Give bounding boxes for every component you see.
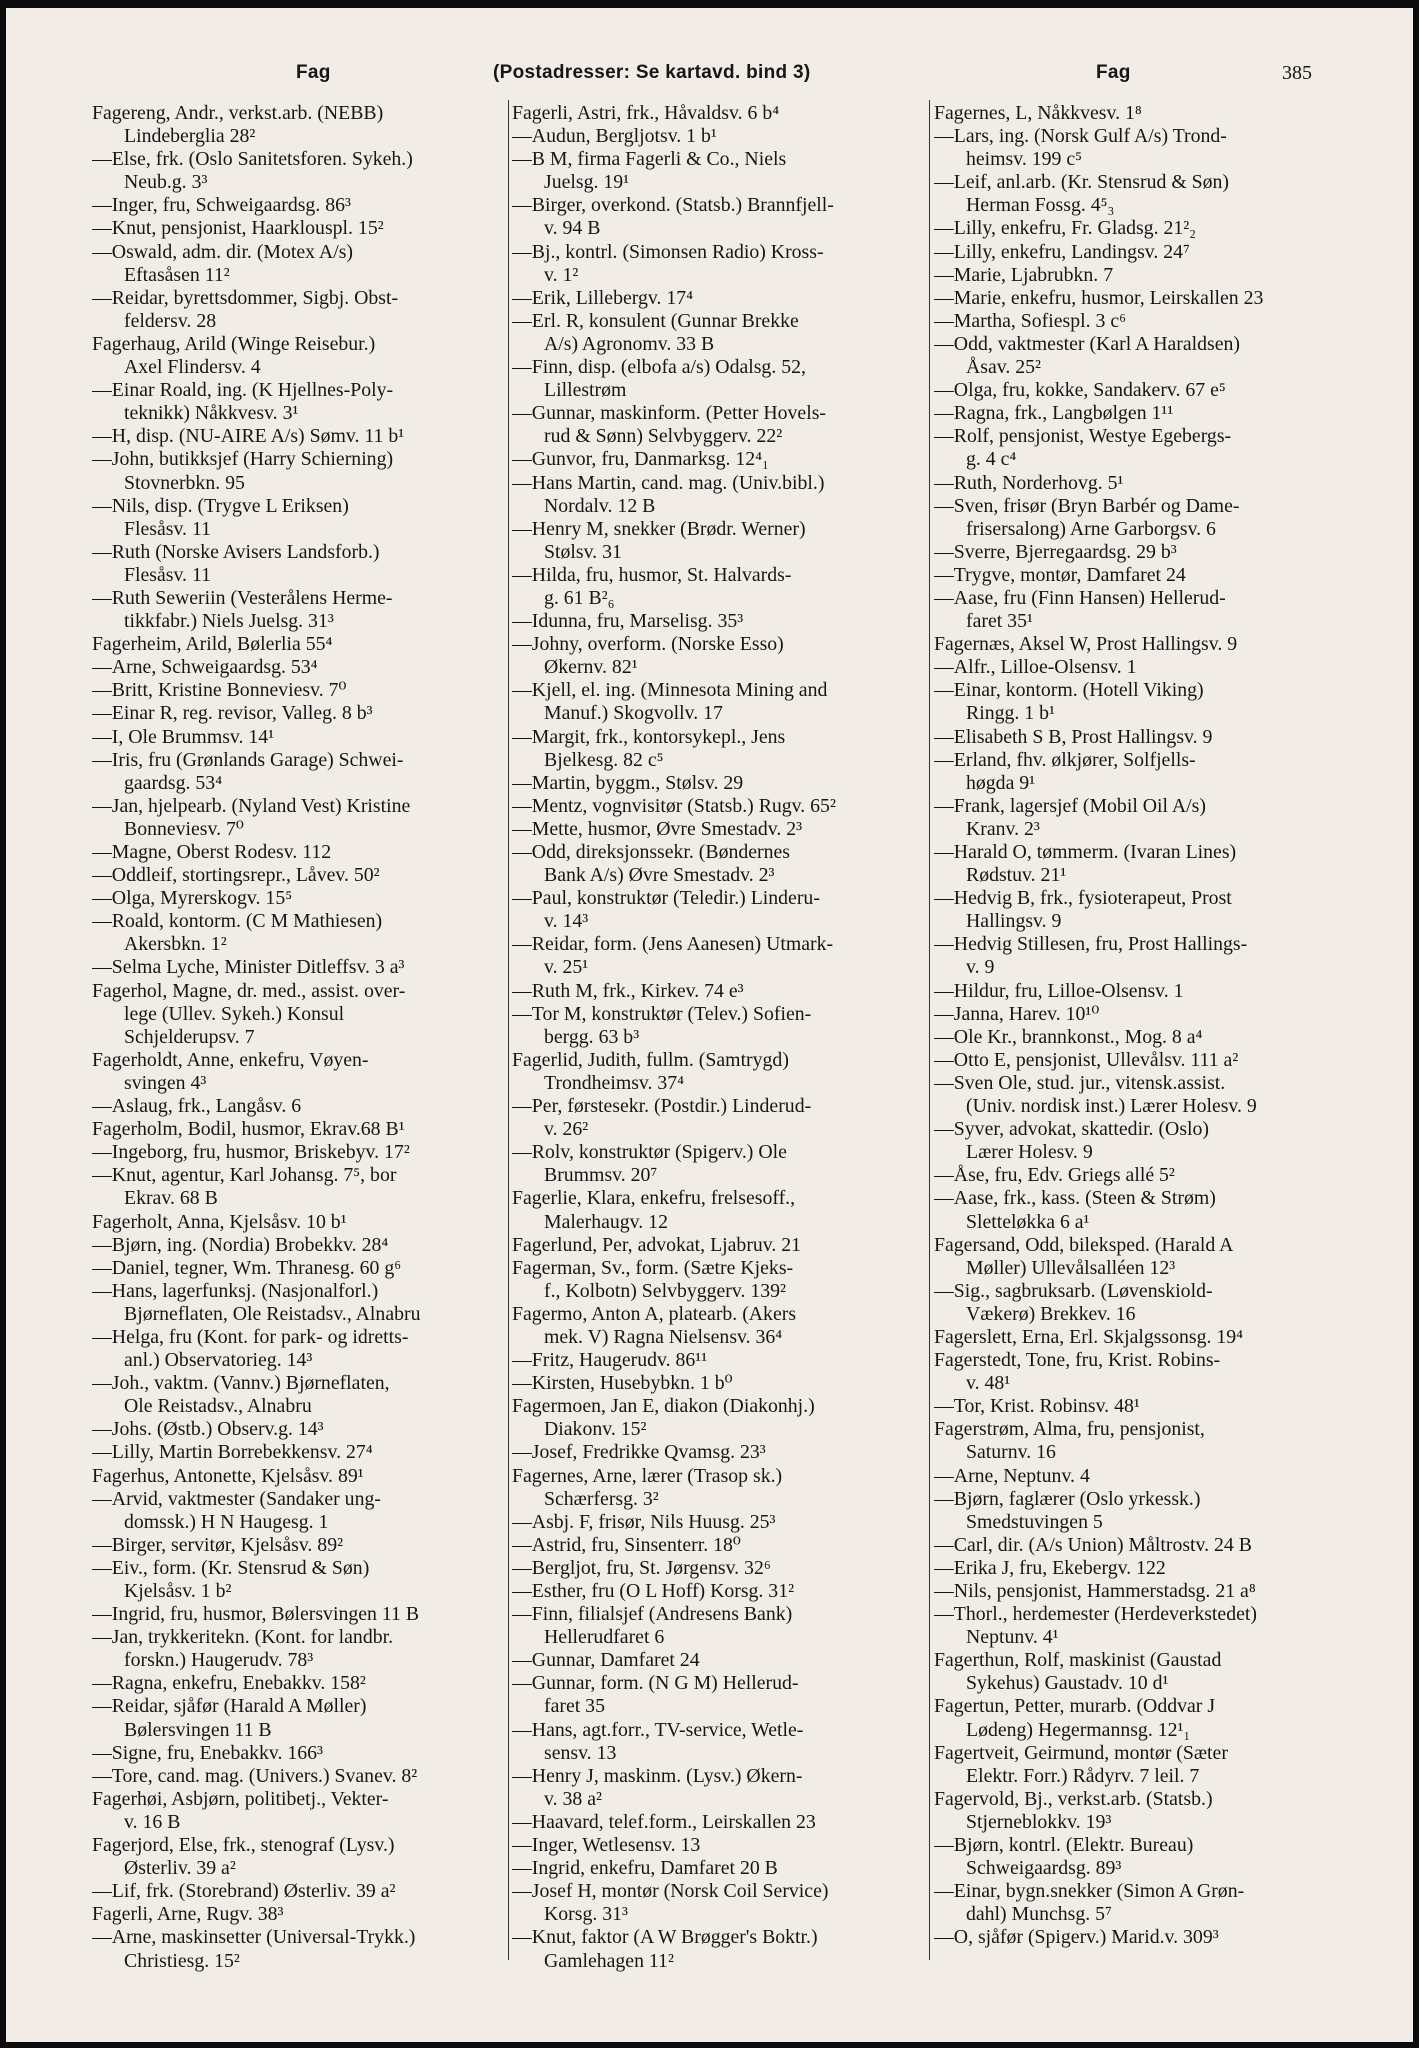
directory-line: Fagerholt, Anna, Kjelsåsv. 10 b¹ [92, 1210, 347, 1233]
directory-line: høgda 9¹ [966, 771, 1036, 794]
directory-line: Diakonv. 15² [544, 1418, 647, 1441]
directory-line: —Kjell, el. ing. (Minnesota Mining and [512, 679, 828, 702]
directory-line: Herman Fossg. 4⁵₃ [966, 194, 1115, 217]
directory-line: Fagerlie, Klara, enkefru, frelsesoff., [512, 1187, 796, 1210]
directory-line: —Olga, Myrerskogv. 15⁵ [92, 887, 293, 910]
directory-line: (Univ. nordisk inst.) Lærer Holesv. 9 [966, 1095, 1257, 1118]
directory-line: Fagerjord, Else, frk., stenograf (Lysv.) [92, 1834, 395, 1857]
directory-line: Østerliv. 39 a² [124, 1857, 236, 1880]
directory-line: —Ragna, frk., Langbølgen 1¹¹ [934, 402, 1174, 425]
directory-line: domssk.) H N Haugesg. 1 [124, 1510, 329, 1533]
directory-line: —Britt, Kristine Bonneviesv. 7⁰ [92, 679, 347, 702]
directory-line: Fagerholm, Bodil, husmor, Ekrav.68 B¹ [92, 1118, 405, 1141]
directory-column-2 [512, 102, 926, 1973]
directory-line: —Erl. R, konsulent (Gunnar Brekke [512, 309, 799, 332]
directory-line: —Asbj. F, frisør, Nils Huusg. 25³ [512, 1510, 776, 1533]
directory-line: —Birger, servitør, Kjelsåsv. 89² [92, 1533, 344, 1556]
directory-line: —Knut, pensjonist, Haarklouspl. 15² [92, 217, 384, 240]
directory-line: —Syver, advokat, skattedir. (Oslo) [934, 1118, 1209, 1141]
directory-line: v. 9 [966, 956, 995, 979]
directory-line: —Lilly, enkefru, Fr. Gladsg. 21²₂ [934, 217, 1197, 240]
directory-line: —Reidar, form. (Jens Aanesen) Utmark- [512, 933, 834, 956]
directory-line: Fagernæs, Aksel W, Prost Hallingsv. 9 [934, 633, 1238, 656]
directory-line: —Aase, frk., kass. (Steen & Strøm) [934, 1187, 1216, 1210]
directory-line: Fagerhus, Antonette, Kjelsåsv. 89¹ [92, 1464, 364, 1487]
directory-line: —Hilda, fru, husmor, St. Halvards- [512, 563, 792, 586]
directory-line: Bjørneflaten, Ole Reistadsv., Alnabru [124, 1302, 421, 1325]
directory-column-3 [934, 102, 1348, 1950]
directory-line: Lindeberglia 28² [124, 125, 256, 148]
directory-line: —Signe, fru, Enebakkv. 166³ [92, 1741, 323, 1764]
directory-line: Fagerstedt, Tone, fru, Krist. Robins- [934, 1349, 1221, 1372]
directory-line: —Tore, cand. mag. (Univers.) Svanev. 8² [92, 1764, 418, 1787]
directory-line: —Alfr., Lilloe-Olsensv. 1 [934, 656, 1137, 679]
directory-line: Fagereng, Andr., verkst.arb. (NEBB) [92, 102, 384, 124]
directory-line: —Lif, frk. (Storebrand) Østerliv. 39 a² [92, 1880, 396, 1903]
directory-line: Fagermoen, Jan E, diakon (Diakonhj.) [512, 1395, 815, 1418]
directory-line: —Sverre, Bjerregaardsg. 29 b³ [934, 540, 1177, 563]
directory-line: —Lilly, Martin Borrebekkensv. 27⁴ [92, 1441, 373, 1464]
directory-line: —Arne, maskinsetter (Universal-Trykk.) [92, 1926, 416, 1949]
directory-line: Hellerudfaret 6 [544, 1626, 665, 1649]
directory-line: Fagerhaug, Arild (Winge Reisebur.) [92, 332, 376, 355]
directory-line: —Elisabeth S B, Prost Hallingsv. 9 [934, 725, 1213, 748]
directory-line: dahl) Munchsg. 5⁷ [966, 1903, 1112, 1926]
directory-line: lege (Ullev. Sykeh.) Konsul [124, 1002, 345, 1025]
directory-line: —Nils, pensjonist, Hammerstadsg. 21 a⁸ [934, 1580, 1256, 1602]
directory-line: —Sven Ole, stud. jur., vitensk.assist. [934, 1071, 1226, 1094]
directory-line: Brummsv. 20⁷ [544, 1164, 658, 1187]
directory-line: —Knut, agentur, Karl Johansg. 7⁵, bor [92, 1164, 397, 1187]
directory-line: —Else, frk. (Oslo Sanitetsforen. Sykeh.) [92, 148, 413, 171]
directory-column-1 [92, 102, 505, 1973]
directory-line: —Esther, fru (O L Hoff) Korsg. 31² [512, 1580, 795, 1602]
directory-line: teknikk) Nåkkvesv. 3¹ [124, 402, 299, 425]
directory-line: rud & Sønn) Selvbyggerv. 22² [544, 425, 783, 448]
directory-page [6, 8, 1413, 2042]
directory-line: —Bjørn, faglærer (Oslo yrkessk.) [934, 1487, 1201, 1510]
directory-line: Fagerli, Astri, frk., Håvaldsv. 6 b⁴ [512, 102, 780, 124]
directory-line: Nordalv. 12 B [544, 494, 656, 517]
directory-line: —Hedvig B, frk., fysioterapeut, Prost [934, 887, 1232, 910]
directory-line: —B M, firma Fagerli & Co., Niels [512, 148, 787, 171]
directory-line: —Olga, fru, kokke, Sandakerv. 67 e⁵ [934, 379, 1226, 402]
directory-line: —Carl, dir. (A/s Union) Måltrostv. 24 B [934, 1533, 1252, 1556]
directory-line: —Erland, fhv. ølkjører, Solfjells- [934, 748, 1196, 771]
directory-line: —Marie, Ljabrubkn. 7 [934, 263, 1114, 286]
directory-line: —Tor, Krist. Robinsv. 48¹ [934, 1395, 1140, 1418]
directory-line: v. 38 a² [544, 1787, 602, 1810]
directory-line: Åsav. 25² [966, 356, 1041, 379]
directory-line: —Einar, kontorm. (Hotell Viking) [934, 679, 1204, 702]
directory-line: —Sig., sagbruksarb. (Løvenskiold- [934, 1279, 1213, 1302]
directory-line: Smedstuvingen 5 [966, 1510, 1103, 1533]
directory-line: —Helga, fru (Kont. for park- og idretts- [92, 1325, 409, 1348]
directory-line: —Johny, overform. (Norske Esso) [512, 633, 784, 656]
directory-line: Gamlehagen 11² [544, 1949, 674, 1972]
directory-line: Fagerholdt, Anne, enkefru, Vøyen- [92, 1048, 369, 1071]
directory-line: Fagerhol, Magne, dr. med., assist. over- [92, 979, 406, 1002]
directory-line: —Ingrid, enkefru, Damfaret 20 B [512, 1857, 778, 1880]
directory-line: Fagerhøi, Asbjørn, politibetj., Vekter- [92, 1787, 389, 1810]
directory-line: —Ruth Seweriin (Vesterålens Herme- [92, 586, 393, 609]
directory-line: heimsv. 199 c⁵ [966, 148, 1083, 171]
directory-line: Fagerheim, Arild, Bølerlia 55⁴ [92, 633, 333, 656]
header-left-label: Fag [296, 62, 331, 83]
directory-line: sensv. 13 [544, 1741, 617, 1764]
directory-line: Fagernes, L, Nåkkvesv. 1⁸ [934, 102, 1142, 124]
directory-line: v. 26² [544, 1118, 589, 1141]
directory-line: —Erika J, fru, Ekebergv. 122 [934, 1556, 1166, 1579]
directory-line: —Leif, anl.arb. (Kr. Stensrud & Søn) [934, 171, 1230, 194]
directory-line: —Einar R, reg. revisor, Valleg. 8 b³ [92, 702, 373, 725]
directory-line: —Joh., vaktm. (Vannv.) Bjørneflaten, [92, 1372, 390, 1395]
directory-line: Fagerlund, Per, advokat, Ljabruv. 21 [512, 1233, 802, 1256]
directory-line: f., Kolbotn) Selvbyggerv. 139² [544, 1279, 786, 1302]
directory-line: Korsg. 31³ [544, 1903, 628, 1926]
directory-line: Fagerthun, Rolf, maskinist (Gaustad [934, 1649, 1222, 1672]
directory-line: Neub.g. 3³ [124, 171, 208, 194]
directory-line: Fagertun, Petter, murarb. (Oddvar J [934, 1695, 1216, 1718]
directory-line: Elektr. Forr.) Rådyrv. 7 leil. 7 [966, 1764, 1200, 1787]
directory-line: v. 94 B [544, 217, 601, 240]
directory-line: —Idunna, fru, Marselisg. 35³ [512, 610, 744, 633]
directory-line: Fagerstrøm, Alma, fru, pensjonist, [934, 1418, 1205, 1441]
directory-line: —John, butikksjef (Harry Schierning) [92, 448, 394, 471]
directory-line: Juelsg. 19¹ [544, 171, 630, 194]
directory-line: forskn.) Haugerudv. 78³ [124, 1649, 314, 1672]
directory-line: —Tor M, konstruktør (Telev.) Sofien- [512, 1002, 812, 1025]
directory-line: —Ragna, enkefru, Enebakkv. 158² [92, 1672, 366, 1695]
directory-line: Ringg. 1 b¹ [966, 702, 1055, 725]
directory-line: Møller) Ullevålsalléen 12³ [966, 1256, 1176, 1279]
directory-line: Fagernes, Arne, lærer (Trasop sk.) [512, 1464, 783, 1487]
directory-line: —Finn, disp. (elbofa a/s) Odalsg. 52, [512, 356, 806, 379]
directory-line: feldersv. 28 [124, 309, 217, 332]
directory-line: —Otto E, pensjonist, Ullevålsv. 111 a² [934, 1048, 1239, 1071]
directory-line: —Mentz, vognvisitør (Statsb.) Rugv. 65² [512, 794, 836, 817]
directory-line: —Bjørn, kontrl. (Elektr. Bureau) [934, 1834, 1194, 1857]
directory-line: Lillestrøm [544, 379, 627, 402]
directory-line: —Roald, kontorm. (C M Mathiesen) [92, 910, 383, 933]
directory-line: —Arvid, vaktmester (Sandaker ung- [92, 1487, 381, 1510]
directory-line: Hallingsv. 9 [966, 910, 1062, 933]
directory-line: —Gunnar, maskinform. (Petter Hovels- [512, 402, 826, 425]
directory-line: —Fritz, Haugerudv. 86¹¹ [512, 1349, 708, 1372]
directory-line: Stjerneblokkv. 19³ [966, 1810, 1112, 1833]
header-right-label: Fag [1096, 62, 1131, 83]
directory-line: —Inger, Wetlesensv. 13 [512, 1834, 701, 1857]
directory-line: g. 4 c⁴ [966, 448, 1017, 471]
directory-line: —Aslaug, frk., Langåsv. 6 [92, 1095, 302, 1118]
directory-line: —Arne, Schweigaardsg. 53⁴ [92, 656, 318, 679]
header-center-note: (Postadresser: Se kartavd. bind 3) [493, 62, 811, 83]
directory-line: —Reidar, byrettsdommer, Sigbj. Obst- [92, 286, 399, 309]
directory-line: Kranv. 2³ [966, 817, 1040, 840]
directory-line: —Inger, fru, Schweigaardsg. 86³ [92, 194, 351, 217]
directory-line: —Rolv, konstruktør (Spigerv.) Ole [512, 1141, 787, 1164]
directory-line: Axel Flindersv. 4 [124, 356, 261, 379]
directory-line: Eftasåsen 11² [124, 263, 230, 286]
directory-line: Schjelderupsv. 7 [124, 1025, 255, 1048]
directory-line: Økernv. 82¹ [544, 656, 638, 679]
directory-line: —Arne, Neptunv. 4 [934, 1464, 1090, 1487]
directory-line: svingen 4³ [124, 1071, 207, 1094]
directory-line: —Jan, hjelpearb. (Nyland Vest) Kristine [92, 794, 411, 817]
directory-line: —Åse, fru, Edv. Griegs allé 5² [934, 1164, 1175, 1187]
directory-line: —Henry M, snekker (Brødr. Werner) [512, 517, 806, 540]
directory-line: —Ole Kr., brannkonst., Mog. 8 a⁴ [934, 1025, 1203, 1048]
directory-line: —Marie, enkefru, husmor, Leirskallen 23 [934, 286, 1264, 309]
directory-line: —Ingeborg, fru, husmor, Briskebyv. 17² [92, 1141, 410, 1164]
directory-line: Bank A/s) Øvre Smestadv. 2³ [544, 864, 775, 887]
directory-line: faret 35¹ [966, 610, 1033, 633]
column-divider-1 [508, 100, 509, 1960]
directory-line: mek. V) Ragna Nielsensv. 36⁴ [544, 1325, 783, 1348]
directory-line: Malerhaugv. 12 [544, 1210, 668, 1233]
directory-line: Sykehus) Gaustadv. 10 d¹ [966, 1672, 1169, 1695]
directory-line: —O, sjåfør (Spigerv.) Marid.v. 309³ [934, 1926, 1219, 1949]
directory-line: —Sven, frisør (Bryn Barbér og Dame- [934, 494, 1240, 517]
directory-line: Bjelkesg. 82 c⁵ [544, 748, 664, 771]
directory-line: —H, disp. (NU-AIRE A/s) Sømv. 11 b¹ [92, 425, 405, 448]
directory-line: —Hans, lagerfunksj. (Nasjonalforl.) [92, 1279, 379, 1302]
directory-line: Fagertveit, Geirmund, montør (Sæter [934, 1741, 1228, 1764]
directory-line: —Haavard, telef.form., Leirskallen 23 [512, 1810, 816, 1833]
directory-line: Akersbkn. 1² [124, 933, 227, 956]
directory-line: A/s) Agronomv. 33 B [544, 332, 715, 355]
directory-line: —Josef, Fredrikke Qvamsg. 23³ [512, 1441, 766, 1464]
directory-line: Ole Reistadsv., Alnabru [124, 1395, 312, 1418]
directory-line: Stovnerbkn. 95 [124, 471, 245, 494]
directory-line: Saturnv. 16 [966, 1441, 1056, 1464]
directory-line: Bølersvingen 11 B [124, 1718, 272, 1741]
directory-line: Kjelsåsv. 1 b² [124, 1580, 232, 1602]
directory-line: —Magne, Oberst Rodesv. 112 [92, 841, 332, 863]
directory-line: —Janna, Harev. 10¹⁰ [934, 1002, 1100, 1025]
directory-line: faret 35 [544, 1695, 605, 1718]
directory-line: g. 61 B²₆ [544, 586, 615, 609]
directory-line: —I, Ole Brummsv. 14¹ [92, 725, 275, 748]
directory-line: Stølsv. 31 [544, 540, 622, 563]
directory-line: —Johs. (Østb.) Observ.g. 14³ [92, 1418, 324, 1441]
directory-line: —Bergljot, fru, St. Jørgensv. 32⁶ [512, 1556, 771, 1579]
directory-line: —Erik, Lillebergv. 17⁴ [512, 286, 694, 309]
directory-line: Lødeng) Hegermannsg. 12¹₁ [966, 1718, 1191, 1741]
directory-line: —Birger, overkond. (Statsb.) Brannfjell- [512, 194, 834, 217]
directory-line: v. 48¹ [966, 1372, 1011, 1395]
directory-line: Vækerø) Brekkev. 16 [966, 1302, 1136, 1325]
page-number: 385 [1282, 62, 1312, 84]
directory-line: —Bjørn, ing. (Nordia) Brobekkv. 28⁴ [92, 1233, 389, 1256]
directory-line: —Lilly, enkefru, Landingsv. 24⁷ [934, 240, 1190, 263]
directory-line: v. 16 B [124, 1810, 181, 1833]
directory-line: —Paul, konstruktør (Teledir.) Linderu- [512, 887, 820, 910]
directory-line: —Ruth (Norske Avisers Landsforb.) [92, 540, 380, 563]
directory-line: Flesåsv. 11 [124, 517, 211, 540]
directory-line: —Einar, bygn.snekker (Simon A Grøn- [934, 1880, 1245, 1903]
directory-line: Manuf.) Skogvollv. 17 [544, 702, 723, 725]
directory-line: —Odd, vaktmester (Karl A Haraldsen) [934, 332, 1240, 355]
directory-line: v. 1² [544, 263, 579, 286]
directory-line: —Audun, Bergljotsv. 1 b¹ [512, 125, 717, 148]
directory-line: —Hildur, fru, Lilloe-Olsensv. 1 [934, 979, 1184, 1002]
directory-line: —Selma Lyche, Minister Ditleffsv. 3 a³ [92, 956, 405, 979]
directory-line: v. 25¹ [544, 956, 589, 979]
directory-line: —Gunvor, fru, Danmarksg. 12⁴₁ [512, 448, 769, 471]
directory-line: Fagerlid, Judith, fullm. (Samtrygd) [512, 1048, 789, 1071]
directory-line: —Thorl., herdemester (Herdeverkstedet) [934, 1603, 1257, 1626]
directory-line: —Eiv., form. (Kr. Stensrud & Søn) [92, 1556, 370, 1579]
directory-line: —Astrid, fru, Sinsenterr. 18⁰ [512, 1533, 741, 1556]
directory-line: —Gunnar, form. (N G M) Hellerud- [512, 1672, 799, 1695]
directory-line: —Margit, frk., kontorsykepl., Jens [512, 725, 786, 748]
directory-line: —Harald O, tømmerm. (Ivaran Lines) [934, 841, 1237, 863]
directory-line: —Oswald, adm. dir. (Motex A/s) [92, 240, 353, 263]
directory-line: —Kirsten, Husebybkn. 1 b⁰ [512, 1372, 733, 1395]
directory-line: —Ruth M, frk., Kirkev. 74 e³ [512, 979, 744, 1002]
directory-line: Lærer Holesv. 9 [966, 1141, 1093, 1164]
directory-line: Fagermo, Anton A, platearb. (Akers [512, 1302, 797, 1325]
directory-line: —Knut, faktor (A W Brøgger's Boktr.) [512, 1926, 818, 1949]
directory-line: Fagervold, Bj., verkst.arb. (Statsb.) [934, 1787, 1213, 1810]
directory-line: —Ruth, Norderhovg. 5¹ [934, 471, 1124, 494]
directory-line: Bonneviesv. 7⁰ [124, 817, 244, 840]
column-divider-2 [929, 100, 930, 1960]
directory-line: gaardsg. 53⁴ [124, 771, 223, 794]
directory-line: Christiesg. 15² [124, 1949, 240, 1972]
directory-line: —Ingrid, fru, husmor, Bølersvingen 11 B [92, 1603, 420, 1626]
directory-line: Fagerslett, Erna, Erl. Skjalgssonsg. 19⁴ [934, 1325, 1244, 1348]
directory-line: —Mette, husmor, Øvre Smestadv. 2³ [512, 817, 803, 840]
directory-line: —Josef H, montør (Norsk Coil Service) [512, 1880, 829, 1903]
directory-line: —Nils, disp. (Trygve L Eriksen) [92, 494, 349, 517]
directory-line: Ekrav. 68 B [124, 1187, 218, 1210]
directory-line: v. 14³ [544, 910, 589, 933]
directory-line: —Gunnar, Damfaret 24 [512, 1649, 700, 1672]
directory-line: —Iris, fru (Grønlands Garage) Schwei- [92, 748, 404, 771]
directory-line: —Henry J, maskinm. (Lysv.) Økern- [512, 1764, 803, 1787]
directory-line: —Per, førstesekr. (Postdir.) Linderud- [512, 1095, 812, 1118]
directory-line: —Hans Martin, cand. mag. (Univ.bibl.) [512, 471, 825, 494]
directory-line: —Daniel, tegner, Wm. Thranesg. 60 g⁶ [92, 1256, 402, 1279]
directory-line: —Finn, filialsjef (Andresens Bank) [512, 1603, 793, 1626]
directory-line: Schweigaardsg. 89³ [966, 1857, 1122, 1880]
directory-line: Slettеløkka 6 a¹ [966, 1210, 1090, 1233]
directory-line: —Frank, lagersjef (Mobil Oil A/s) [934, 794, 1206, 817]
directory-line: —Rolf, pensjonist, Westye Egebergs- [934, 425, 1232, 448]
directory-line: bergg. 63 b³ [544, 1025, 640, 1048]
directory-line: —Bj., kontrl. (Simonsen Radio) Kross- [512, 240, 824, 263]
directory-line: —Trygve, montør, Damfaret 24 [934, 563, 1186, 586]
directory-line: —Hans, agt.forr., TV-service, Wetle- [512, 1718, 804, 1741]
directory-line: —Martha, Sofiespl. 3 c⁶ [934, 309, 1127, 332]
directory-line: Flesåsv. 11 [124, 563, 211, 586]
directory-line: Fagerman, Sv., form. (Sætre Kjeks- [512, 1256, 794, 1279]
page-header [6, 8, 1413, 88]
directory-line: Neptunv. 4¹ [966, 1626, 1059, 1649]
directory-line: Fagerli, Arne, Rugv. 38³ [92, 1903, 284, 1926]
directory-line: tikkfabr.) Niels Juelsg. 31³ [124, 610, 334, 633]
directory-line: Schærfersg. 3² [544, 1487, 659, 1510]
directory-line: Trondheimsv. 37⁴ [544, 1071, 685, 1094]
directory-line: —Reidar, sjåfør (Harald A Møller) [92, 1695, 367, 1718]
directory-line: —Lars, ing. (Norsk Gulf A/s) Trond- [934, 125, 1227, 148]
directory-line: —Hedvig Stillesen, fru, Prost Hallings- [934, 933, 1248, 956]
directory-line: frisersalong) Arne Garborgsv. 6 [966, 517, 1216, 540]
directory-line: —Odd, direksjonssekr. (Bøndernes [512, 841, 790, 863]
directory-line: —Einar Roald, ing. (K Hjellnes-Poly- [92, 379, 394, 402]
directory-line: Fagersand, Odd, bileksped. (Harald A [934, 1233, 1234, 1256]
directory-line: anl.) Observatorieg. 14³ [124, 1349, 313, 1372]
directory-line: —Jan, trykkeritekn. (Kont. for landbr. [92, 1626, 394, 1649]
directory-line: —Aase, fru (Finn Hansen) Hellerud- [934, 586, 1226, 609]
directory-line: —Martin, byggm., Stølsv. 29 [512, 771, 744, 794]
directory-line: —Oddleif, stortingsrepr., Låvev. 50² [92, 864, 380, 887]
directory-line: Rødstuv. 21¹ [966, 864, 1067, 887]
